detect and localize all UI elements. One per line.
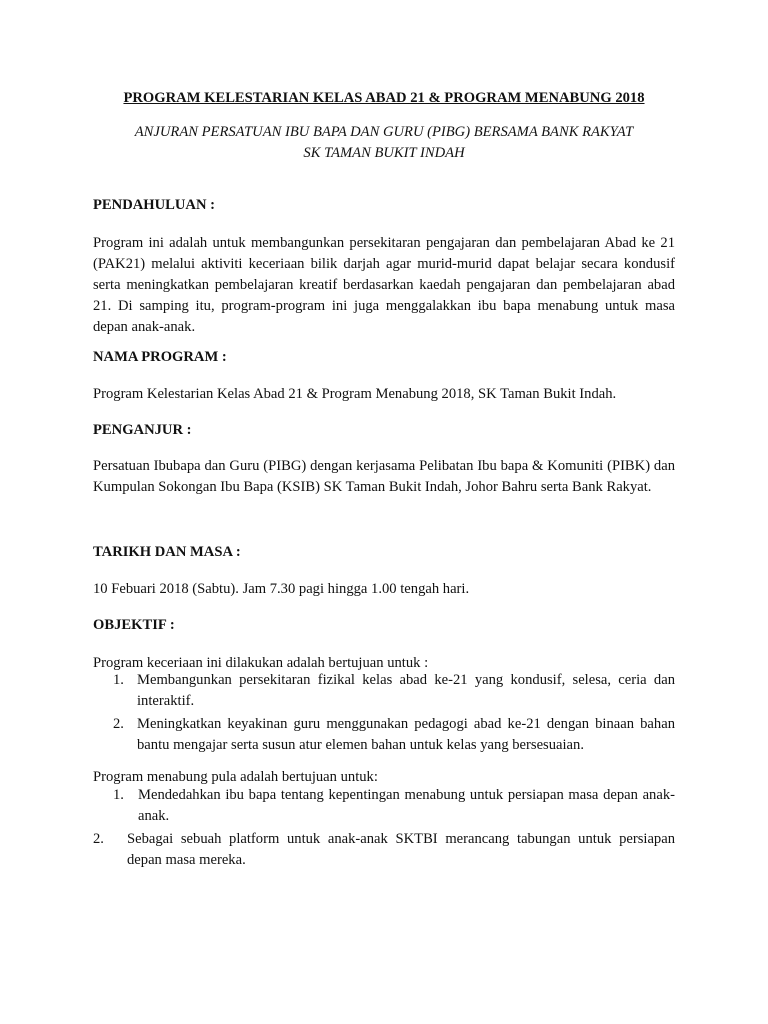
list-item-number: 2. — [93, 831, 104, 847]
heading-objektif: OBJEKTIF : — [93, 617, 175, 633]
list-item — [93, 829, 675, 871]
objektif-intro-menabung: Program menabung pula adalah bertujuan untuk: — [93, 769, 378, 785]
list-item — [93, 670, 675, 712]
heading-nama-program: NAMA PROGRAM : — [93, 349, 227, 365]
heading-tarikh-masa: TARIKH DAN MASA : — [93, 544, 241, 560]
list-item-number: 1. — [113, 787, 124, 803]
list-item-number: 2. — [113, 716, 124, 732]
list-item — [93, 714, 675, 756]
list-item — [93, 785, 675, 827]
objektif-intro-keceriaan: Program keceriaan ini dilakukan adalah bertujuan untuk : — [93, 655, 429, 671]
paragraph-pendahuluan: Program ini adalah untuk membangunkan persekitaran pengajaran dan pembelajaran Abad ke 21 (PAK21) melalui aktiviti keceriaan bilik darjah agar murid-murid dapat belajar secara kondusif serta meningkatkan pembelajaran kreatif berdasarkan kaedah pengajaran dan pembelajaran abad 21. Di samping itu, program-program ini juga menggalakkan ibu bapa menabung untuk masa depan anak-anak. — [93, 235, 675, 335]
paragraph-nama-program: Program Kelestarian Kelas Abad 21 & Program Menabung 2018, SK Taman Bukit Indah. — [93, 386, 617, 402]
subtitle-organizer: ANJURAN PERSATUAN IBU BAPA DAN GURU (PIBG) BERSAMA BANK RAKYAT — [134, 124, 634, 140]
list-item-text: Mendedahkan ibu bapa tentang kepentingan menabung untuk persiapan masa depan anak-anak. — [138, 787, 675, 824]
list-item-text: Meningkatkan keyakinan guru menggunakan pedagogi abad ke-21 dengan binaan bahan bantu mengajar serta susun atur elemen bahan untuk kelas yang bersesuaian. — [137, 716, 675, 753]
list-item-text: Sebagai sebuah platform untuk anak-anak SKTBI merancang tabungan untuk persiapan depan masa mereka. — [127, 831, 675, 868]
paragraph-penganjur: Persatuan Ibubapa dan Guru (PIBG) dengan kerjasama Pelibatan Ibu bapa & Komuniti (PIBK) dan Kumpulan Sokongan Ibu Bapa (KSIB) SK Taman Bukit Indah, Johor Bahru serta Bank Rakyat. — [93, 458, 675, 495]
document-subtitle — [60, 122, 708, 164]
document-title: PROGRAM KELESTARIAN KELAS ABAD 21 & PROGRAM MENABUNG 2018 — [123, 90, 645, 106]
list-objektif-menabung — [93, 785, 675, 871]
subtitle-school: SK TAMAN BUKIT INDAH — [303, 145, 465, 161]
list-item-text: Membangunkan persekitaran fizikal kelas abad ke-21 yang kondusif, selesa, ceria dan interaktif. — [137, 672, 675, 709]
paragraph-tarikh-masa: 10 Febuari 2018 (Sabtu). Jam 7.30 pagi hingga 1.00 tengah hari. — [93, 581, 470, 597]
list-item-number: 1. — [113, 672, 124, 688]
heading-penganjur: PENGANJUR : — [93, 422, 192, 438]
list-objektif-keceriaan — [93, 670, 675, 756]
heading-pendahuluan: PENDAHULUAN : — [93, 197, 216, 213]
